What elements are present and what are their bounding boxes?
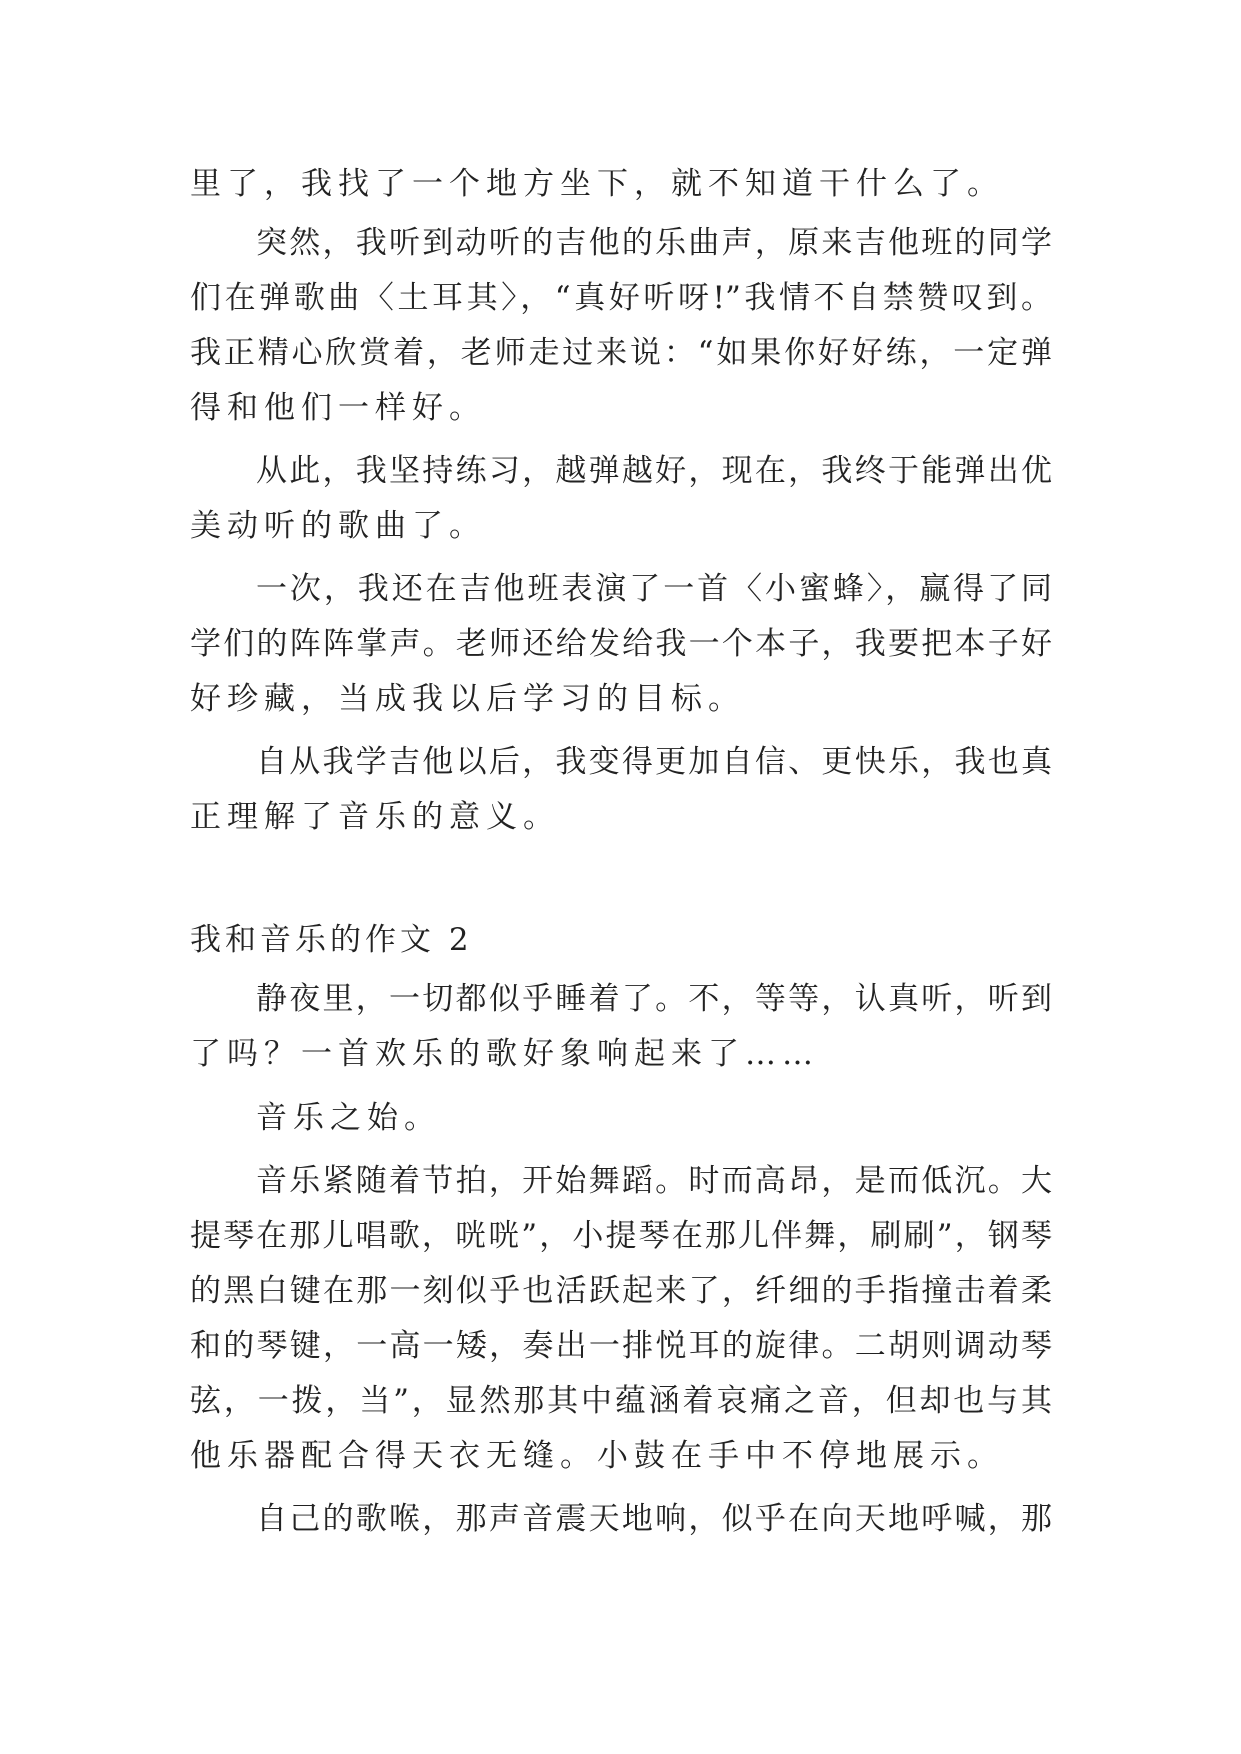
paragraph-line: 音乐紧随着节拍，开始舞蹈。时而高昂，是而低沉。大 bbox=[256, 1163, 1052, 1199]
paragraph-line: 正理解了音乐的意义。 bbox=[190, 799, 560, 835]
paragraph-line: 了吗？一首欢乐的歌好象响起来了…… bbox=[190, 1036, 819, 1072]
paragraph-line: 我正精心欣赏着，老师走过来说：“如果你好好练，一定弹 bbox=[190, 335, 1052, 371]
paragraph-line: 得和他们一样好。 bbox=[190, 390, 486, 426]
paragraph-line: 的黑白键在那一刻似乎也活跃起来了，纤细的手指撞击着柔 bbox=[190, 1273, 1052, 1309]
paragraph-line: 静夜里，一切都似乎睡着了。不，等等，认真听，听到 bbox=[256, 981, 1052, 1017]
paragraph-line: 提琴在那儿唱歌，咣咣”，小提琴在那儿伴舞，刷刷”，钢琴 bbox=[190, 1218, 1052, 1254]
paragraph-line: 从此，我坚持练习，越弹越好，现在，我终于能弹出优 bbox=[256, 453, 1052, 489]
paragraph-line: 他乐器配合得天衣无缝。小鼓在手中不停地展示。 bbox=[190, 1438, 1004, 1474]
paragraph-line: 突然，我听到动听的吉他的乐曲声，原来吉他班的同学 bbox=[256, 225, 1052, 261]
essay-heading: 我和音乐的作文 2 bbox=[190, 922, 473, 958]
paragraph-line: 和的琴键，一高一矮，奏出一排悦耳的旋律。二胡则调动琴 bbox=[190, 1328, 1052, 1364]
paragraph-line: 里了，我找了一个地方坐下，就不知道干什么了。 bbox=[190, 166, 1004, 202]
paragraph-line: 们在弹歌曲〈土耳其〉，“真好听呀!”我情不自禁赞叹到。 bbox=[190, 280, 1052, 316]
paragraph-line: 自从我学吉他以后，我变得更加自信、更快乐，我也真 bbox=[256, 744, 1052, 780]
paragraph-line: 美动听的歌曲了。 bbox=[190, 508, 486, 544]
paragraph-line: 弦，一拨，当”，显然那其中蕴涵着哀痛之音，但却也与其 bbox=[190, 1383, 1052, 1419]
paragraph-line: 学们的阵阵掌声。老师还给发给我一个本子，我要把本子好 bbox=[190, 626, 1052, 662]
paragraph-line: 好珍藏，当成我以后学习的目标。 bbox=[190, 681, 745, 717]
paragraph-line: 一次，我还在吉他班表演了一首〈小蜜蜂〉，赢得了同 bbox=[256, 571, 1052, 607]
paragraph-line: 自己的歌喉，那声音震天地响，似乎在向天地呼喊，那 bbox=[256, 1501, 1052, 1537]
paragraph-line: 音乐之始。 bbox=[256, 1100, 441, 1136]
